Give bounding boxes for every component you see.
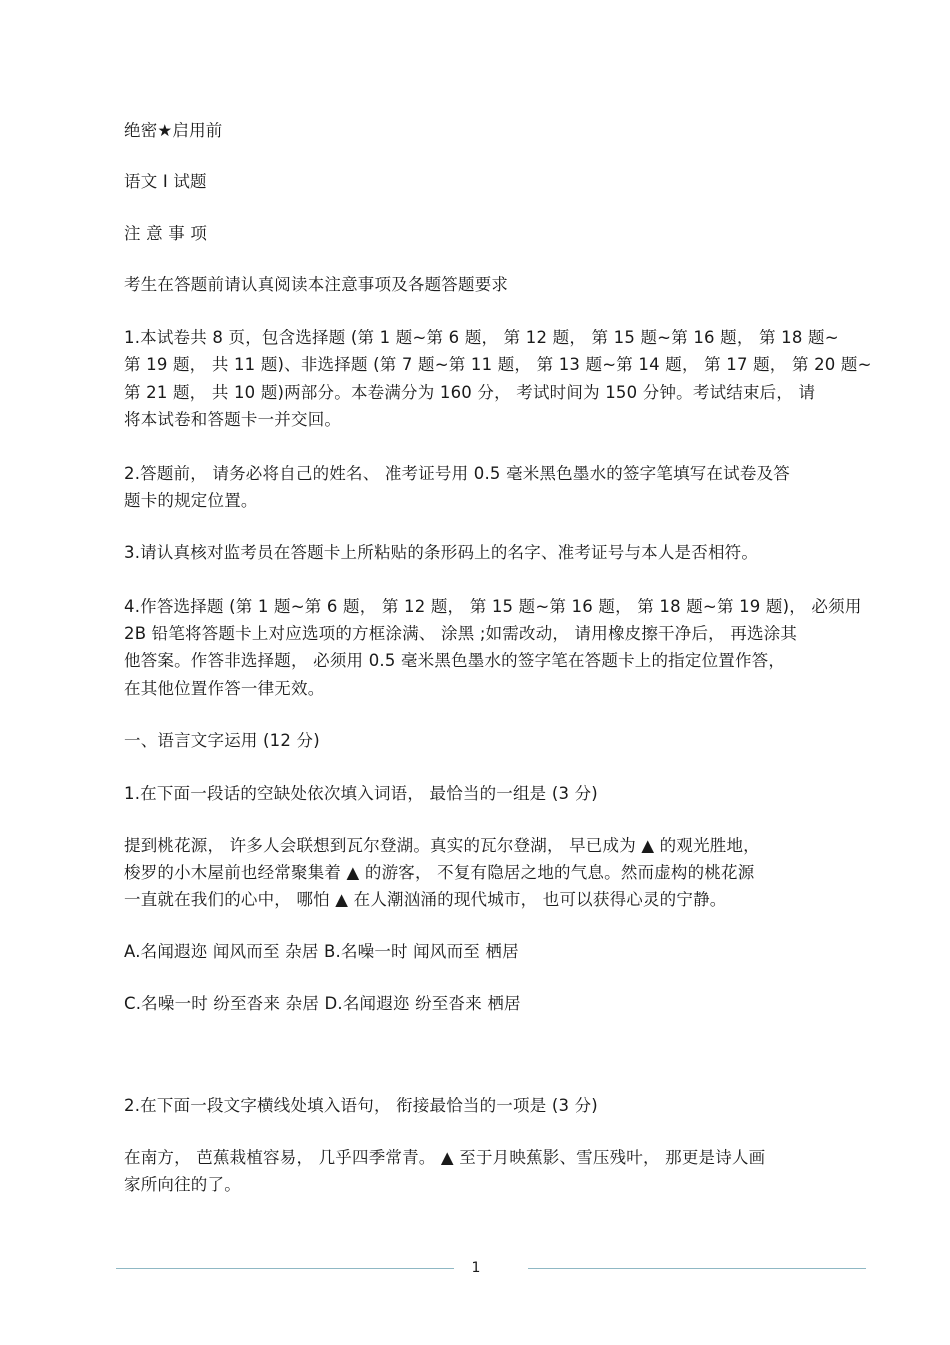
notice-1-line-4: 将本试卷和答题卡一并交回。 [124,410,342,429]
notice-1-line-1: 1.本试卷共 8 页，包含选择题 (第 1 题~第 6 题， 第 12 题， 第 15 题~第 16 题， 第 18 题~ [124,328,839,347]
notice-2-line-1: 2.答题前， 请务必将自己的姓名、 准考证号用 0.5 毫米黑色墨水的签字笔填写在试卷及答 [124,464,790,483]
notice-1-line-2: 第 19 题， 共 11 题)、非选择题 (第 7 题~第 11 题， 第 13 题~第 14 题， 第 17 题， 第 20 题~ [124,355,872,374]
notice-4-line-3: 他答案。作答非选择题， 必须用 0.5 毫米黑色墨水的签字笔在答题卡上的指定位置作答， [124,651,786,670]
notice-3-line-1: 3.请认真核对监考员在答题卡上所粘贴的条形码上的名字、准考证号与本人是否相符。 [124,543,759,562]
question-1-stem: 1.在下面一段话的空缺处依次填入词语， 最恰当的一组是 (3 分) [124,784,598,803]
subject-title: 语文 I 试题 [124,172,207,191]
question-1-passage-line-3: 一直就在我们的心中， 哪怕 ▲ 在人潮汹涌的现代城市， 也可以获得心灵的宁静。 [124,890,727,909]
notice-4-line-2: 2B 铅笔将答题卡上对应选项的方框涂满、 涂黑 ;如需改动， 请用橡皮擦干净后， 再选涂其 [124,624,798,643]
question-1-passage-line-1: 提到桃花源， 许多人会联想到瓦尔登湖。真实的瓦尔登湖， 早已成为 ▲ 的观光胜地， [124,836,760,855]
footer-rule-left [116,1268,454,1269]
page-number: 1 [471,1260,481,1276]
notice-intro: 考生在答题前请认真阅读本注意事项及各题答题要求 [124,275,509,294]
question-2-stem: 2.在下面一段文字横线处填入语句， 衔接最恰当的一项是 (3 分) [124,1096,598,1115]
notice-4-line-4: 在其他位置作答一律无效。 [124,679,325,698]
secret-label: 绝密★启用前 [124,121,223,140]
question-1-passage-line-2: 梭罗的小木屋前也经常聚集着 ▲ 的游客， 不复有隐居之地的气息。然而虚构的桃花源 [124,863,755,882]
footer-rule-right [528,1268,866,1269]
section-title: 一、语言文字运用 (12 分) [124,731,320,750]
question-1-options-cd: C.名噪一时 纷至沓来 杂居 D.名闻遐迩 纷至沓来 栖居 [124,994,521,1013]
notice-1-line-3: 第 21 题， 共 10 题)两部分。本卷满分为 160 分， 考试时间为 150 分钟。考试结束后， 请 [124,383,816,402]
question-2-passage-line-2: 家所向往的了。 [124,1175,241,1194]
question-1-options-ab: A.名闻遐迩 闻风而至 杂居 B.名噪一时 闻风而至 栖居 [124,942,519,961]
notice-2-line-2: 题卡的规定位置。 [124,491,258,510]
notice-4-line-1: 4.作答选择题 (第 1 题~第 6 题， 第 12 题， 第 15 题~第 16 题， 第 18 题~第 19 题)， 必须用 [124,597,862,616]
question-2-passage-line-1: 在南方， 芭蕉栽植容易， 几乎四季常青。 ▲ 至于月映蕉影、雪压残叶， 那更是诗人画 [124,1148,766,1167]
notice-title: 注 意 事 项 [124,224,208,243]
